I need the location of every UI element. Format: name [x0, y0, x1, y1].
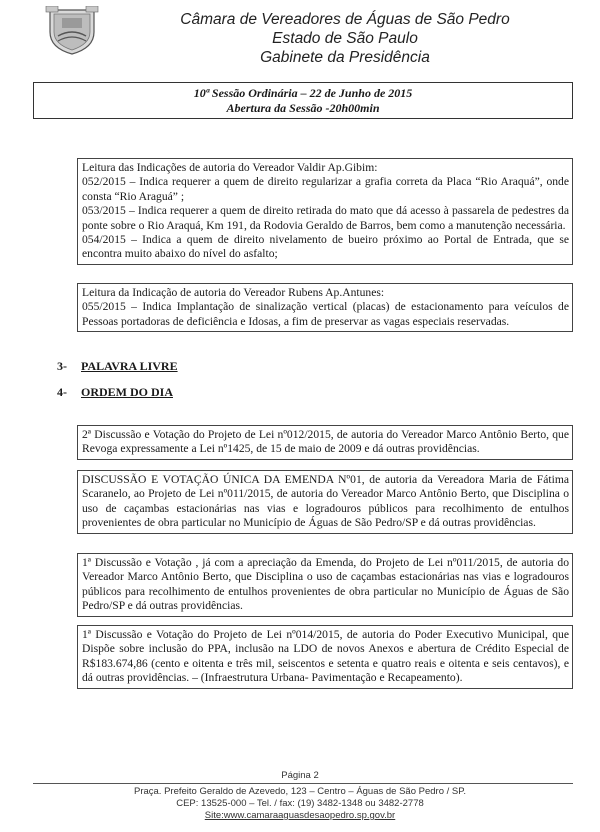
section-number: 3- [57, 359, 67, 373]
coat-of-arms-icon [44, 6, 100, 56]
footer-website-link[interactable]: Site:www.camaraaguasdesaopedro.sp.gov.br [204, 810, 396, 821]
header-office: Gabinete da Presidência [260, 49, 430, 66]
indication-item: 054/2015 – Indica a quem de direito nivelamento de bueiro próximo ao Portal de Entrada, que se encontra muito abaixo do nível do asfalto; [82, 233, 569, 261]
agenda-item-box [77, 625, 573, 689]
indications-box-antunes [77, 283, 573, 332]
section-palavra-livre [57, 359, 178, 374]
footer-page-number: Página 2 [281, 770, 319, 781]
indication-item: 055/2015 – Indica Implantação de sinalização vertical (placas) de estacionamento para veículos de Pessoas portadoras de deficiência e Idosas, a fim de preservar as vagas especiais reservadas. [82, 300, 569, 328]
indications-box-gibim [77, 158, 573, 265]
indication-heading: Leitura da Indicação de autoria do Vereador Rubens Ap.Antunes: [82, 286, 385, 299]
agenda-item-box [77, 425, 573, 460]
header-state: Estado de São Paulo [272, 30, 418, 47]
session-box [33, 82, 573, 119]
session-title: 10ª Sessão Ordinária – 22 de Junho de 2015 [193, 86, 413, 100]
header-chamber-name: Câmara de Vereadores de Águas de São Pedro [180, 11, 510, 28]
section-title: PALAVRA LIVRE [81, 359, 178, 373]
section-title: ORDEM DO DIA [81, 385, 173, 399]
indication-heading: Leitura das Indicações de autoria do Vereador Valdir Ap.Gibim: [82, 161, 378, 174]
footer-contact: CEP: 13525-000 – Tel. / fax: (19) 3482-1348 ou 3482-2778 [176, 798, 424, 809]
session-subtitle: Abertura da Sessão -20h00min [226, 101, 380, 115]
footer-address: Praça. Prefeito Geraldo de Azevedo, 123 – Centro – Águas de São Pedro / SP. [133, 786, 466, 797]
indication-item: 052/2015 – Indica requerer a quem de direito regularizar a grafia correta da Placa “Rio Araquá”, onde consta “Rio Araguá” ; [82, 175, 569, 203]
agenda-item-text: 1ª Discussão e Votação do Projeto de Lei nº014/2015, de autoria do Poder Executivo Municipal, que Dispõe sobre inclusão do PPA, inclusão na LDO de novos Anexos e abertura de Crédito Especial de R$183.674,86 (cento e oitenta e três mil, seiscentos e setenta e quatro reais e oitenta e seis centavos), e dá outras providências. – (Infraestrutura Urbana- Pavimentação e Recapeamento). [82, 628, 569, 685]
section-number: 4- [57, 385, 67, 399]
agenda-item-text: 1ª Discussão e Votação , já com a apreciação da Emenda, do Projeto de Lei nº011/2015, de autoria do Vereador Marco Antônio Berto, que Disciplina o uso de caçambas estacionárias nas vias e logradouros públicos para recolhimento de entulhos provenientes de obra particular no Município de Águas de São Pedro/SP e dá outras providências. [82, 556, 569, 613]
footer-divider [33, 783, 573, 784]
agenda-item-text: 2ª Discussão e Votação do Projeto de Lei nº012/2015, de autoria do Vereador Marco Antônio Berto, que Revoga expressamente a Lei nº1425, de 15 de maio de 2009 e dá outras providências. [82, 428, 569, 456]
indication-item: 053/2015 – Indica requerer a quem de direito retirada do mato que dá acesso à passarela de pedestres da ponte sobre o Rio Araquá, Km 191, da Rodovia Geraldo de Barros, bem como a manutenção necessária. [82, 204, 569, 232]
agenda-item-box [77, 553, 573, 617]
agenda-item-box [77, 470, 573, 534]
section-ordem-do-dia [57, 385, 173, 400]
agenda-item-text: DISCUSSÃO E VOTAÇÃO ÚNICA DA EMENDA Nº01, de autoria da Vereadora Maria de Fátima Scaranelo, ao Projeto de Lei nº011/2015, de autoria do Vereador Marco Antônio Berto, que Disciplina o uso de caçambas estacionárias nas vias e logradouros públicos para recolhimento de entulhos provenientes de obra particular no Município de Águas de São Pedro/SP e dá outras providências. [82, 473, 569, 530]
